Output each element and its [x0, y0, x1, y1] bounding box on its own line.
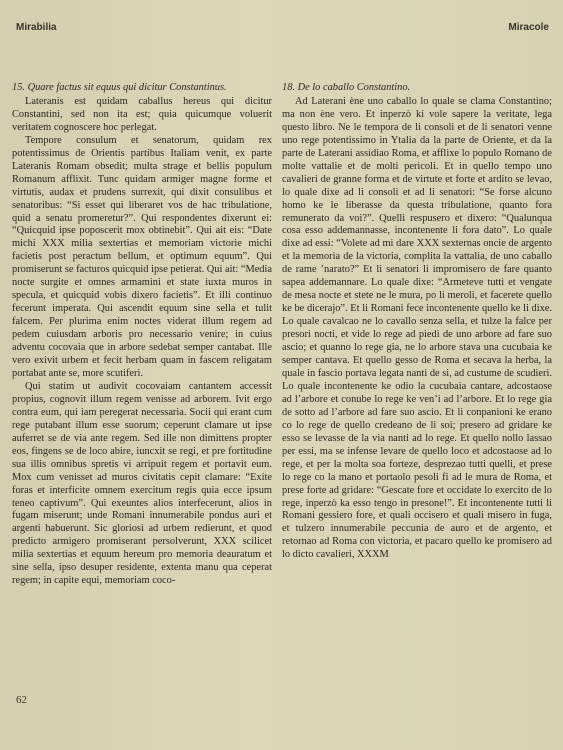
running-header	[16, 22, 549, 33]
header-left-title: Mirabilia	[16, 22, 57, 33]
latin-paragraph-3: Qui statim ut audivit cocovaiam cantantem accessit propius, cognovit illum regem venisse ad arborem. Ivit ergo contra eum, qui iam peregerat necessaria. Socii qui erant cum rege putabant illum esse suorum; ceperunt clamare ut ipse auferret se de via ante regem. Sed ille non dimittens propter eos, fingens se de loco abire, iuncxit se regi, et pre fortitudine sua illis omnibus spretis vi arripuit regem et portavit eum. Mox cum venisset ad muros civitatis cepit clamare: “Exite foras et interficite omnem exercitum regis quia ecce ipsum teneo captivum”. Qui exeuntes alios interfecerunt, alios in fugam miserunt; unde Romani innumerabile pondus auri et argenti habuerunt. Sic gloriosi ad urbem redierunt, et quod predicto armigero promiserant persolverunt, XXX scilicet milia sextertias et equum hereum pro memoria deauratum et sine sella, ipso desuper residente, extenta manu qua ceperat regem; in capite equi, memoriam coco-	[12, 380, 272, 587]
latin-paragraph-2: Tempore consulum et senatorum, quidam rex potentissimus de Orientis partibus Italiam venit, ex parte Lateranis Romam obsedit; multa strage et bellis populum Romanum afflixit. Tunc quidam armiger magne forme et virtutis, audax et prudens surrexit, qui dixit consulibus et senatoribus: “Si esset qui liberaret vos de hac tribulatione, quid a senatu promeretur?”. Qui respondentes dixerunt ei: “Quicquid ipse poposcerit mox obtinebit”. Qui ait eis: “Date michi XXX milia sextertias et memoriam victorie michi facietis post peractum bellum, et optimum equum”. Qui promiserunt se facturos quicquid ipse petierat. Qui ait: “Media nocte surgite et omnes armamini et state iuxta muros in specula, et quicquid vobis dixero facietis”. Et illi continuo fecerunt imperata. Qui ascendit equum sine sella et tulit falcem. Per plurima enim noctes viderat illum regem ad pedem cuiusdam arboris pro necessario venire; in cuius adventu cocovaia que in arbore sedebat semper cantabat. Ille vero exivit urbem et fecit herbam quam in fascem religatam portabat ante se, more scutiferi.	[12, 134, 272, 379]
vernacular-paragraph-1: Ad Laterani ène uno caballo lo quale se clama Constantino; ma non ène vero. Et inperzò ki vole sapere la veritate, lega questo libro. Ne le tempora de li consoli et de li senatori venne uno rege potentissimo in Ytalia da la parte de Oriente, et da la parte de Laterani assidiao Roma, et afflixe lo populo Romano de molte vattalie et de molti pericoli. Et in quello tempo uno cavalieri de granne forma et de virtute et forte et ardito se levao, lo quale dixe ad li consoli et ad li senatori: “Se forse alcuno homo ke le liberasse da questa tribulatione, quanto fora remunerato da voi?”. Quelli respusero et dixero: “Qualunqua cosa esso addemannasse, incontenente li fora dato”. Lo quale dixe ad essi: “Volete ad mi dare XXX sexternas oncie de argento et la memoria de la victoria, complita la vattalia, de uno caballo de rame ’narato?” Et li senatori li impromisero de fare quanto sapea addemannare. Lo quale dixe: “Armeteve tutti et vengate de mesa nocte et stete ne le mura, po li meroli, et facerete quello ke be dicerajo”. Et li Romani fece incontenente quello ke li dixe. Lo quale cavalcao ne lo cavallo senza sella, et tulze la falce per presori nocti, et vide lo rege ad piedi de uno arbore ad fare suo ascio; et quanno lo rege gia, ne lo arbore stava una cucubaia ke semper cantava. Et quello gesso de Roma et secava la herba, la quale in fascio portava legata nanti de si, ad custume de scudieri. Lo quale incontenente ke odio la cucubaia cantare, adcostaose ad l’arbore et conube lo rege ke ven’i ad l’arbore. Et lo rege gia de sotto ad l’arbore ad fare suo ascio. Et li conpanioni ke erano co lo rege de quello credeano de li soi; presero ad gridare ke esso se levasse de la via nanti ad lo rege. Et quello nollo lassao per essi, ma se infense levare de quello loco et adcostaose ad lo rege, et per la molta soa forteze, desprezao tutti quelli, et prese lo rege co la mano et portaolo pesoli fi ad le mura de Roma, et prese forte ad gridare: “Gescate fore et occidate lo exercito de lo rege, inperzò ka esso tengo in presone!”. Et incontenente tutti li Romani gessiero fore, et quali occisero et quali misero in fuga, et tulzero innumerabile peccunia de auro et de argento, et retornao ad Roma con victoria, et pacaro quello ke promisero ad lo dicto cavalieri, XXXM	[282, 95, 552, 561]
header-right-title: Miracole	[508, 22, 549, 33]
latin-chapter-heading: 15. Quare factus sit equus qui dicitur Constantinus.	[12, 82, 227, 93]
vernacular-column	[282, 82, 552, 562]
latin-paragraph-1: Lateranis est quidam caballus hereus qui dicitur Constantini, sed non ita est; quia quicumque voluerit veritatem cognoscere hoc perlegat.	[12, 95, 272, 133]
vernacular-chapter-heading: 18. De lo caballo Constantino.	[282, 82, 411, 93]
latin-column	[12, 82, 272, 588]
page-number: 62	[16, 694, 27, 706]
